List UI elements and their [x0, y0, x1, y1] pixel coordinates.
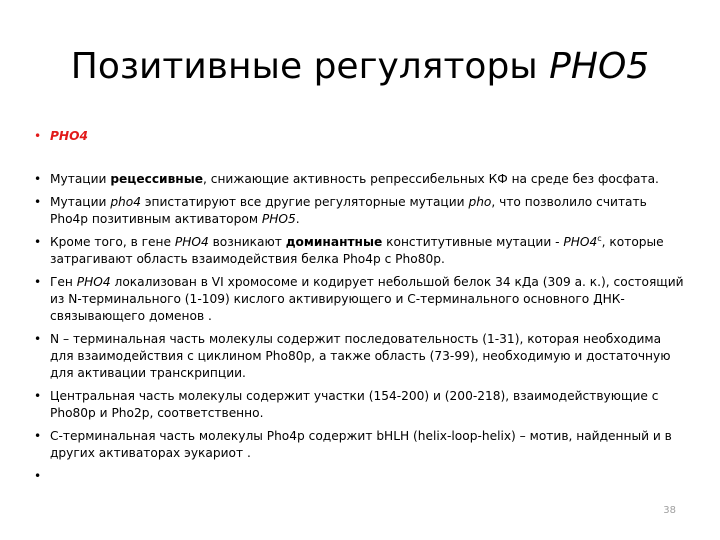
bullet-text: , которые затрагивают область взаимодействия белка Pho4p с Pho80p. [50, 235, 664, 266]
bullet-item [34, 234, 684, 268]
bullet-item [34, 128, 684, 145]
bullet-text: возникают [208, 235, 286, 249]
bullet-text: эпистатируют все другие регуляторные мутации [140, 195, 469, 209]
bullet-superscript: c [597, 233, 602, 243]
bullet-item [34, 388, 684, 422]
bullet-text: , что позволило считать Pho4p позитивным активатором [50, 195, 647, 226]
bullet-text: Мутации [50, 195, 111, 209]
bullet-item [34, 171, 684, 188]
bullet-marker: • [34, 469, 42, 483]
bullet-text: N – терминальная часть молекулы содержит последовательность (1-31), которая необходима для взаимодействия с циклином Pho80p, а также область (73-99), необходимую и достаточную для активации транскрипции. [50, 332, 671, 380]
bullet-italic: PHO4 [76, 275, 111, 289]
bullet-gene-title: PHO4 [50, 129, 88, 143]
spacer [34, 151, 684, 165]
bullet-text: Центральная часть молекулы содержит участки (154-200) и (200-218), взаимодействующие с Pho80p и Pho2p, соответственно. [50, 389, 659, 420]
title-main: Позитивные регуляторы [70, 46, 550, 87]
bullet-marker: • [34, 235, 42, 249]
bullet-italic: PHO4 [174, 235, 209, 249]
bullet-marker: • [34, 275, 42, 289]
bullet-text: , снижающие активность репрессибельных КФ на среде без фосфата. [203, 172, 659, 186]
bullet-marker: • [34, 172, 42, 186]
bullet-marker: • [34, 332, 42, 346]
bullet-text: Ген [50, 275, 77, 289]
bullet-bold: рецессивные [110, 172, 204, 186]
bullet-marker: • [34, 195, 42, 209]
bullet-marker: • [34, 389, 42, 403]
bullet-item [34, 194, 684, 228]
title-italic: PHO5 [549, 46, 650, 87]
bullet-marker: • [34, 429, 42, 443]
bullet-text: С-терминальная часть молекулы Pho4p содержит bHLH (helix-loop-helix) – мотив, найденный и в других активаторах эукариот . [50, 429, 672, 460]
bullet-text: Кроме того, в гене [50, 235, 175, 249]
page-number: 38 [663, 505, 676, 516]
bullet-italic: PHO4 [563, 235, 598, 249]
bullet-item [34, 331, 684, 382]
bullet-text: локализован в VI хромосоме и кодирует небольшой белок 34 кДа (309 а. к.), состоящий из N-терминального (1-109) кислого активирующего и С-терминального основного ДНК-связывающего доменов . [50, 275, 684, 323]
bullet-italic: PHO5 [261, 212, 296, 226]
bullet-text: Мутации [50, 172, 111, 186]
slide-title [0, 46, 720, 87]
bullet-text: конститутивные мутации - [382, 235, 564, 249]
bullet-bold: доминантные [285, 235, 383, 249]
bullet-item [34, 428, 684, 462]
bullet-text: . [295, 212, 300, 226]
bullet-italic: pho4 [110, 195, 141, 209]
bullet-list [34, 128, 684, 483]
bullet-italic: pho [468, 195, 492, 209]
bullet-marker: • [34, 129, 42, 143]
bullet-item [34, 274, 684, 325]
